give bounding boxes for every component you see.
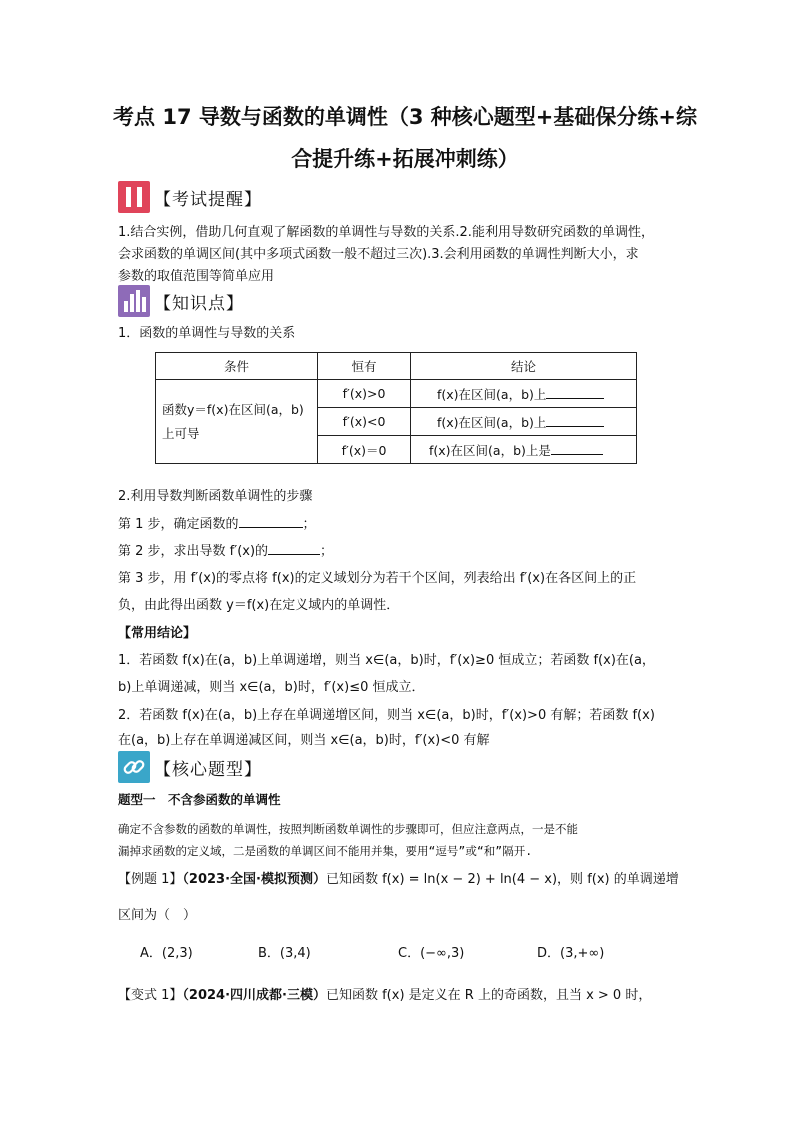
pause-bars-icon	[118, 181, 150, 213]
reminder-text-line3: 参数的取值范围等简单应用	[118, 269, 275, 284]
choice-d: D．(3,+∞)	[537, 946, 605, 961]
tip-line2: 漏掉求函数的定义域，二是函数的单调区间不能用并集，要用“逗号”或“和”隔开.	[118, 844, 533, 858]
knowledge-heading: 【知识点】	[154, 293, 244, 314]
condition-line2: 上可导	[162, 425, 200, 441]
step2-text: 第 2 步，求出导数 f′(x)的	[118, 544, 269, 559]
fill-in-blank	[546, 386, 604, 399]
reminder-text-line2: 会求函数的单调区间(其中多项式函数一般不超过三次).3.会利用函数的单调性判断大小，求	[118, 247, 639, 262]
conclusion-cell	[411, 380, 637, 408]
table-header-always: 恒有	[318, 353, 411, 380]
condition-line1: 函数y＝f(x)在区间(a，b)	[162, 401, 304, 417]
core-heading: 【核心题型】	[154, 759, 262, 780]
fill-in-blank	[546, 414, 604, 427]
conclusion-text: f(x)在区间(a，b)上是	[429, 442, 551, 458]
variant1-source: （2024·四川成都·三模）	[182, 988, 326, 1003]
example1-text: 已知函数 f(x) = ln(x − 2) + ln(4 − x)，则 f(x) 的单调递增	[325, 872, 679, 887]
knowledge-section-header	[118, 284, 244, 318]
table-condition-cell	[156, 380, 318, 464]
core-section-header	[118, 750, 262, 784]
conclusion-text: f(x)在区间(a，b)上	[437, 414, 547, 430]
example1	[118, 869, 684, 891]
variant1-text: 已知函数 f(x) 是定义在 R 上的奇函数，且当 x > 0 时，	[325, 988, 652, 1003]
step2-end: ；	[320, 544, 334, 559]
conclusion-text: f(x)在区间(a，b)上	[437, 386, 547, 402]
fill-in-blank	[239, 515, 303, 528]
page-title-line1: 考点 17 导数与函数的单调性（3 种核心题型+基础保分练+综	[113, 105, 697, 129]
example1-text-line2: 区间为（ ）	[118, 908, 197, 923]
variant1	[118, 985, 684, 1007]
step3-line2: 负，由此得出函数 y＝f(x)在定义域内的单调性．	[118, 598, 400, 613]
fill-in-blank	[551, 442, 603, 455]
deriv-cell: f′(x)＝0	[318, 436, 411, 464]
choice-a: A．(2,3)	[140, 946, 193, 961]
step1-text: 第 1 步，确定函数的	[118, 517, 239, 532]
example1-source: （2023·全国·模拟预测）	[182, 872, 326, 887]
reminder-text-line1: 1.结合实例，借助几何直观了解函数的单调性与导数的关系.2.能利用导数研究函数的单调性，	[118, 225, 654, 240]
link-icon	[118, 751, 150, 783]
choice-b: B．(3,4)	[258, 946, 311, 961]
page-title-line2: 合提升练+拓展冲刺练）	[291, 147, 519, 171]
knowledge-item1: 1．函数的单调性与导数的关系	[118, 326, 296, 341]
common-conclusions-heading: 【常用结论】	[118, 626, 197, 641]
knowledge-item2: 2.利用导数判断函数单调性的步骤	[118, 489, 313, 504]
conclusion-cell	[411, 408, 637, 436]
tip-line1: 确定不含参数的函数的单调性，按照判断函数单调性的步骤即可，但应注意两点，一是不能	[118, 822, 578, 836]
variant1-tag: 【变式 1】	[118, 988, 183, 1003]
question-type1-heading: 题型一 不含参函数的单调性	[118, 792, 281, 807]
step1-end: ；	[302, 517, 316, 532]
deriv-cell: f′(x)>0	[318, 380, 411, 408]
conclusion1-line2: b)上单调递减，则当 x∈(a，b)时，f′(x)≤0 恒成立．	[118, 680, 425, 695]
choice-c: C．(−∞,3)	[398, 946, 465, 961]
derivative-monotonicity-table	[155, 352, 637, 464]
deriv-cell: f′(x)<0	[318, 408, 411, 436]
conclusion2-line2: 在(a，b)上存在单调递减区间，则当 x∈(a，b)时，f′(x)<0 有解	[118, 733, 490, 748]
step3-line1: 第 3 步，用 f′(x)的零点将 f(x)的定义域划分为若干个区间，列表给出 f′(x)在各区间上的正	[118, 571, 637, 586]
conclusion2-line1: 2．若函数 f(x)在(a，b)上存在单调递增区间，则当 x∈(a，b)时，f′(x)>0 有解；若函数 f(x)	[118, 708, 655, 723]
table-row	[156, 380, 637, 408]
fill-in-blank	[268, 542, 320, 555]
bar-chart-icon	[118, 285, 150, 317]
conclusion1-line1: 1．若函数 f(x)在(a，b)上单调递增，则当 x∈(a，b)时，f′(x)≥0 恒成立；若函数 f(x)在(a，	[118, 653, 655, 668]
example1-tag: 【例题 1】	[118, 872, 183, 887]
step1	[118, 514, 684, 536]
step2	[118, 541, 684, 563]
table-header-condition: 条件	[156, 353, 318, 380]
reminder-heading: 【考试提醒】	[154, 189, 262, 210]
table-header-conclusion: 结论	[411, 353, 637, 380]
table-header-row	[156, 353, 637, 380]
reminder-section-header	[118, 180, 262, 214]
conclusion-cell	[411, 436, 637, 464]
